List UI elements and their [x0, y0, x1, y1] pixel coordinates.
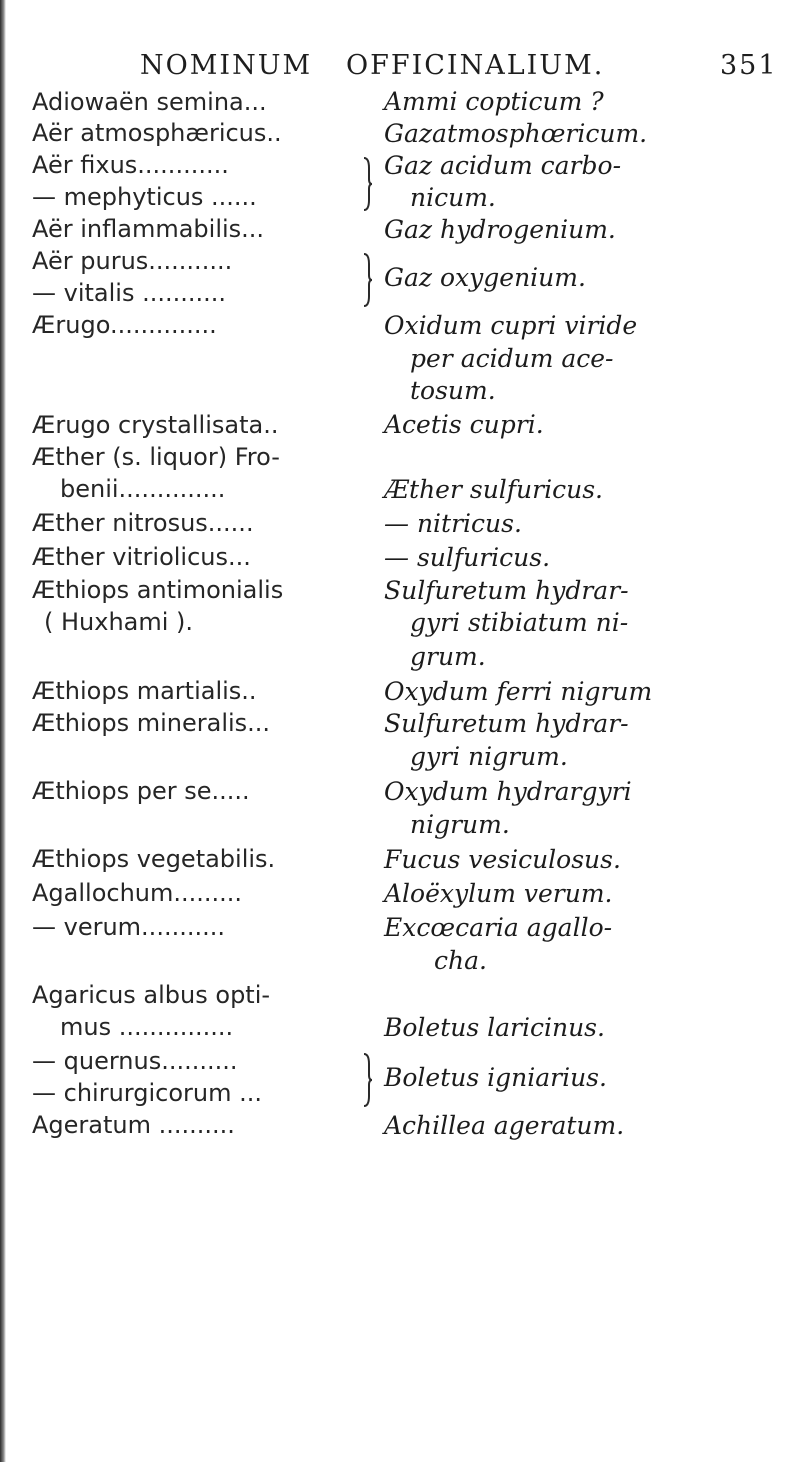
left-entry: Aër atmosphæricus.. — [32, 119, 282, 147]
left-entry: Aër inflammabilis... — [32, 215, 265, 243]
right-entry: Boletus igniarius. — [384, 1063, 607, 1092]
right-entry: Fucus vesiculosus. — [384, 845, 621, 874]
brace-icon — [362, 156, 372, 212]
right-entry: — sulfuricus. — [384, 543, 551, 572]
right-entry: cha. — [434, 946, 487, 975]
right-entry: Sulfuretum hydrar- — [384, 576, 629, 605]
right-entry: Aloëxylum verum. — [384, 879, 613, 908]
left-entry: Adiowaën semina... — [32, 88, 267, 116]
right-entry: Oxydum ferri nigrum — [384, 677, 653, 706]
header-left: NOMINUM — [140, 50, 313, 81]
left-entry: Æthiops mineralis... — [32, 709, 271, 737]
left-entry: Aër purus........... — [32, 247, 233, 275]
brace-icon — [362, 252, 372, 308]
right-entry: Excœcaria agallo- — [384, 913, 613, 942]
right-entry: — nitricus. — [384, 509, 522, 538]
right-entry: Sulfuretum hydrar- — [384, 709, 629, 738]
left-entry: — chirurgicorum ... — [32, 1079, 262, 1107]
right-entry: tosum. — [410, 376, 496, 405]
right-entry: grum. — [410, 642, 486, 671]
right-entry: gyri stibiatum ni- — [410, 608, 629, 637]
left-entry: Æthiops antimonialis — [32, 576, 284, 604]
left-entry: Agaricus albus opti- — [32, 981, 271, 1009]
right-entry: Gaz oxygenium. — [384, 263, 586, 292]
right-entry: per acidum ace- — [410, 344, 614, 373]
right-entry: Ammi copticum ? — [384, 87, 604, 116]
right-entry: Gaz acidum carbo- — [384, 151, 622, 180]
brace-icon — [362, 1052, 372, 1108]
left-entry: Æther vitriolicus... — [32, 543, 251, 571]
right-entry: gyri nigrum. — [410, 742, 568, 771]
right-entry: Oxidum cupri viride — [384, 311, 638, 340]
left-entry: — vitalis ........... — [32, 279, 227, 307]
left-entry: — quernus.......... — [32, 1047, 238, 1075]
left-entry: mus ............... — [60, 1013, 234, 1041]
left-entry: — verum........... — [32, 913, 225, 941]
left-entry: — mephyticus ...... — [32, 183, 257, 211]
right-entry: nicum. — [410, 183, 496, 212]
left-entry: Æthiops per se..... — [32, 777, 250, 805]
left-entry: Æthiops martialis.. — [32, 677, 257, 705]
right-entry: Æther sulfuricus. — [384, 475, 603, 504]
page-edge-shadow — [0, 0, 6, 1462]
left-entry: benii.............. — [60, 475, 226, 503]
left-entry: Ærugo.............. — [32, 311, 217, 339]
left-entry: Agallochum......... — [32, 879, 243, 907]
right-entry: Oxydum hydrargyri — [384, 777, 632, 806]
header-right: OFFICINALIUM. — [346, 50, 605, 81]
right-entry: Gazatmosphœricum. — [384, 119, 648, 148]
left-entry: Æthiops vegetabilis. — [32, 845, 276, 873]
right-entry: Acetis cupri. — [384, 410, 544, 439]
right-entry: Gaz hydrogenium. — [384, 215, 616, 244]
left-entry: Aër fixus............ — [32, 151, 229, 179]
left-entry: Æther nitrosus...... — [32, 509, 254, 537]
running-header — [0, 50, 800, 90]
left-entry: ( Huxhami ). — [44, 608, 194, 636]
left-entry: Æther (s. liquor) Fro- — [32, 443, 280, 471]
right-entry: Boletus laricinus. — [384, 1013, 605, 1042]
left-entry: Ageratum .......... — [32, 1111, 235, 1139]
right-entry: Achillea ageratum. — [384, 1111, 625, 1140]
page-number: 351 — [720, 50, 778, 81]
left-entry: Ærugo crystallisata.. — [32, 411, 279, 439]
right-entry: nigrum. — [410, 810, 510, 839]
